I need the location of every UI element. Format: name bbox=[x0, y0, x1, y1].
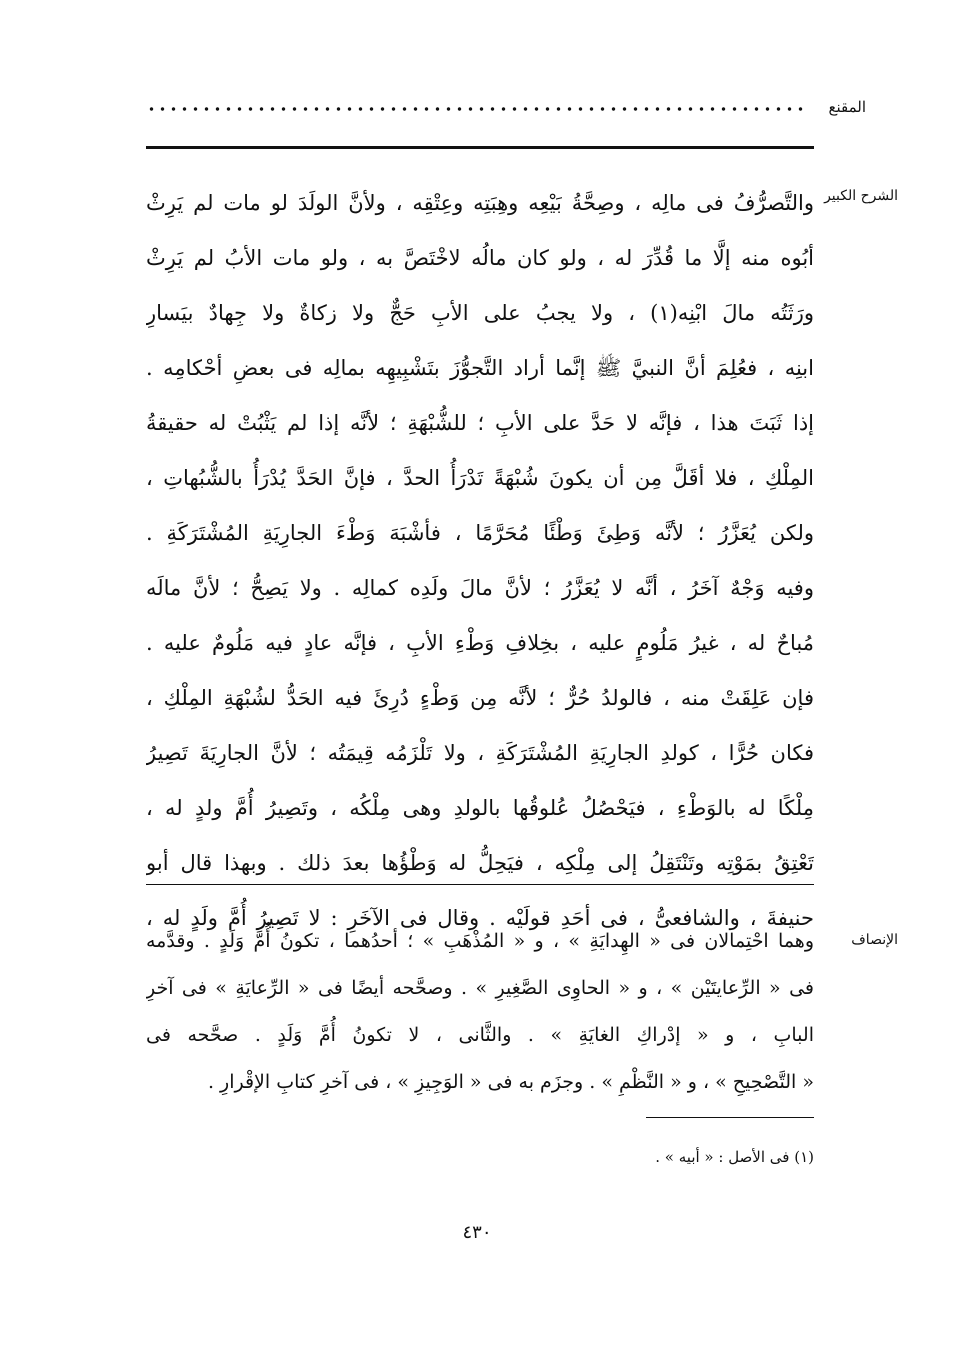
main-text-line: المِلْكِ ، فلا أقَلَّ مِن أن يكونَ شُبْهَةً تَدْرَأُ الحدَّ ، فإنَّ الحَدَّ يُدْرَأُ بالشُّبُهاتِ ، bbox=[146, 466, 814, 490]
header-dotted-leader bbox=[146, 106, 806, 112]
main-text-line: ابنِه ، فعُلِمَ أنَّ النبيَّ ﷺ إنَّما أراد التَّجوُّزَ بتَشْبِيهِه بمالِه فى بعضِ أحْكامِه . bbox=[146, 356, 814, 380]
side-label-insaf: الإنصاف bbox=[851, 932, 898, 948]
header-rule bbox=[146, 146, 814, 149]
main-text-line: حنيفةَ ، والشافعىُّ ، فى أحَدِ قولَيْه . وقال فى الآخَرِ : لا تَصِيرُ أُمَّ ولَدٍ له ، bbox=[146, 906, 814, 930]
main-text-line: إذا ثَبَتَ هذا ، فإنَّه لا حَدَّ على الأبِ ؛ للشُّبْهَةِ ؛ لأنَّه إذا لم يَثْبُتْ له حقيقةُ bbox=[146, 411, 814, 435]
main-text-line: مِلْكًا له بالوَطْءِ ، فيَحْصُلُ عُلوقُها بالولدِ وهى مِلْكُه ، وتَصِيرُ أُمَّ ولدٍ له ، bbox=[146, 796, 814, 820]
main-text-line: ولكن يُعَزَّرُ ؛ لأنَّه وَطِئَ وَطْئًا مُحَرَّمًا ، فأشْبَهَ وَطْءَ الجارِيَةِ المُشْتَرَكَةِ . bbox=[146, 521, 814, 545]
main-text-line: أبُوه منه إلَّا ما قُدِّرَ له ، ولو كان مالُه لاخْتَصَّ به ، ولو مات الأبُ لم يَرِثْ bbox=[146, 246, 814, 270]
insaf-text-line: فى « الرِّعايتَيْن » ، و « الحاوِى الصَّغِيرِ » . وصحَّحه أيضًا فى « الرِّعايَةِ » فى آخرِ bbox=[146, 977, 814, 999]
main-text-line: وفيه وَجْهٌ آخَرُ ، أنَّه لا يُعَزَّرُ ؛ لأنَّ مالَ ولَدِه كمالِه . ولا يَصِحُّ ؛ لأنَّ مالَه bbox=[146, 576, 814, 600]
page-number: ٤٣٠ bbox=[462, 1222, 492, 1243]
insaf-text-line: البابِ ، و « إدْراكِ الغايَةِ » . والثَّانى ، لا تكونُ أُمَّ وَلَدٍ . صحَّحه فى bbox=[146, 1024, 814, 1046]
insaf-text-line: « التَّصْحِيحِ » ، و « النَّظْمِ » . وجزَم به فى « الوَجِيزِ » ، فى آخرِ كتابِ الإقْرارِ . bbox=[207, 1071, 814, 1093]
main-text-line: مُباحٌ له ، غيرُ مَلُومٍ عليه ، بخِلافِ وَطْءِ الأبِ ، فإنَّه عادٍ فيه مَلُومٌ عليه . bbox=[146, 631, 814, 655]
footnote: (١) فى الأصل : « أبيه » . bbox=[655, 1148, 814, 1166]
main-text-line: فكان حُرًّا ، كولدِ الجارِيَةِ المُشْتَرَكَةِ ، ولا تَلْزَمُه قِيمَتُه ؛ لأنَّ الجارِيَةَ تَصِيرُ bbox=[146, 741, 814, 765]
main-text-line: ورَثَتُه مالَ ابْنِه(١) ، ولا يجبُ على الأبِ حَجٌّ ولا زكاةٌ ولا جِهادٌ بيَسارِ bbox=[146, 301, 814, 325]
running-head-title: المقنع bbox=[828, 98, 866, 116]
section-divider-rule bbox=[146, 884, 814, 885]
footnote-rule bbox=[646, 1117, 814, 1118]
main-text-block bbox=[146, 176, 814, 946]
insaf-text-line: وهما احْتِمالان فى « الهِدايَةِ » ، و « المُذْهَبِ » ؛ أحدُهما ، تكونُ أُمَّ وَلَدٍ . وقدَّمه bbox=[146, 930, 814, 952]
insaf-text-block bbox=[146, 918, 814, 1106]
side-label-sharh: الشرح الكبير bbox=[824, 188, 898, 204]
main-text-line: تَعْتِقُ بمَوْتِه وتَنْتَقِلُ إلى مِلْكِه ، فيَحِلُّ له وَطْؤُها بعدَ ذلك . وبهذا قال أبو bbox=[146, 851, 814, 875]
main-text-line: والتَّصرُّفُ فى مالِه ، وصِحَّةُ بَيْعِه وهِبَتِه وعِتْقِه ، ولأنَّ الولَدَ لو مات لم يَرِثْ bbox=[146, 191, 814, 215]
main-text-line: فإن عَلِقَتْ منه ، فالولدُ حُرٌّ ؛ لأنَّه مِن وَطْءٍ دُرِئَ فيه الحَدُّ لشُبْهَةِ المِلْكِ ، bbox=[146, 686, 814, 710]
